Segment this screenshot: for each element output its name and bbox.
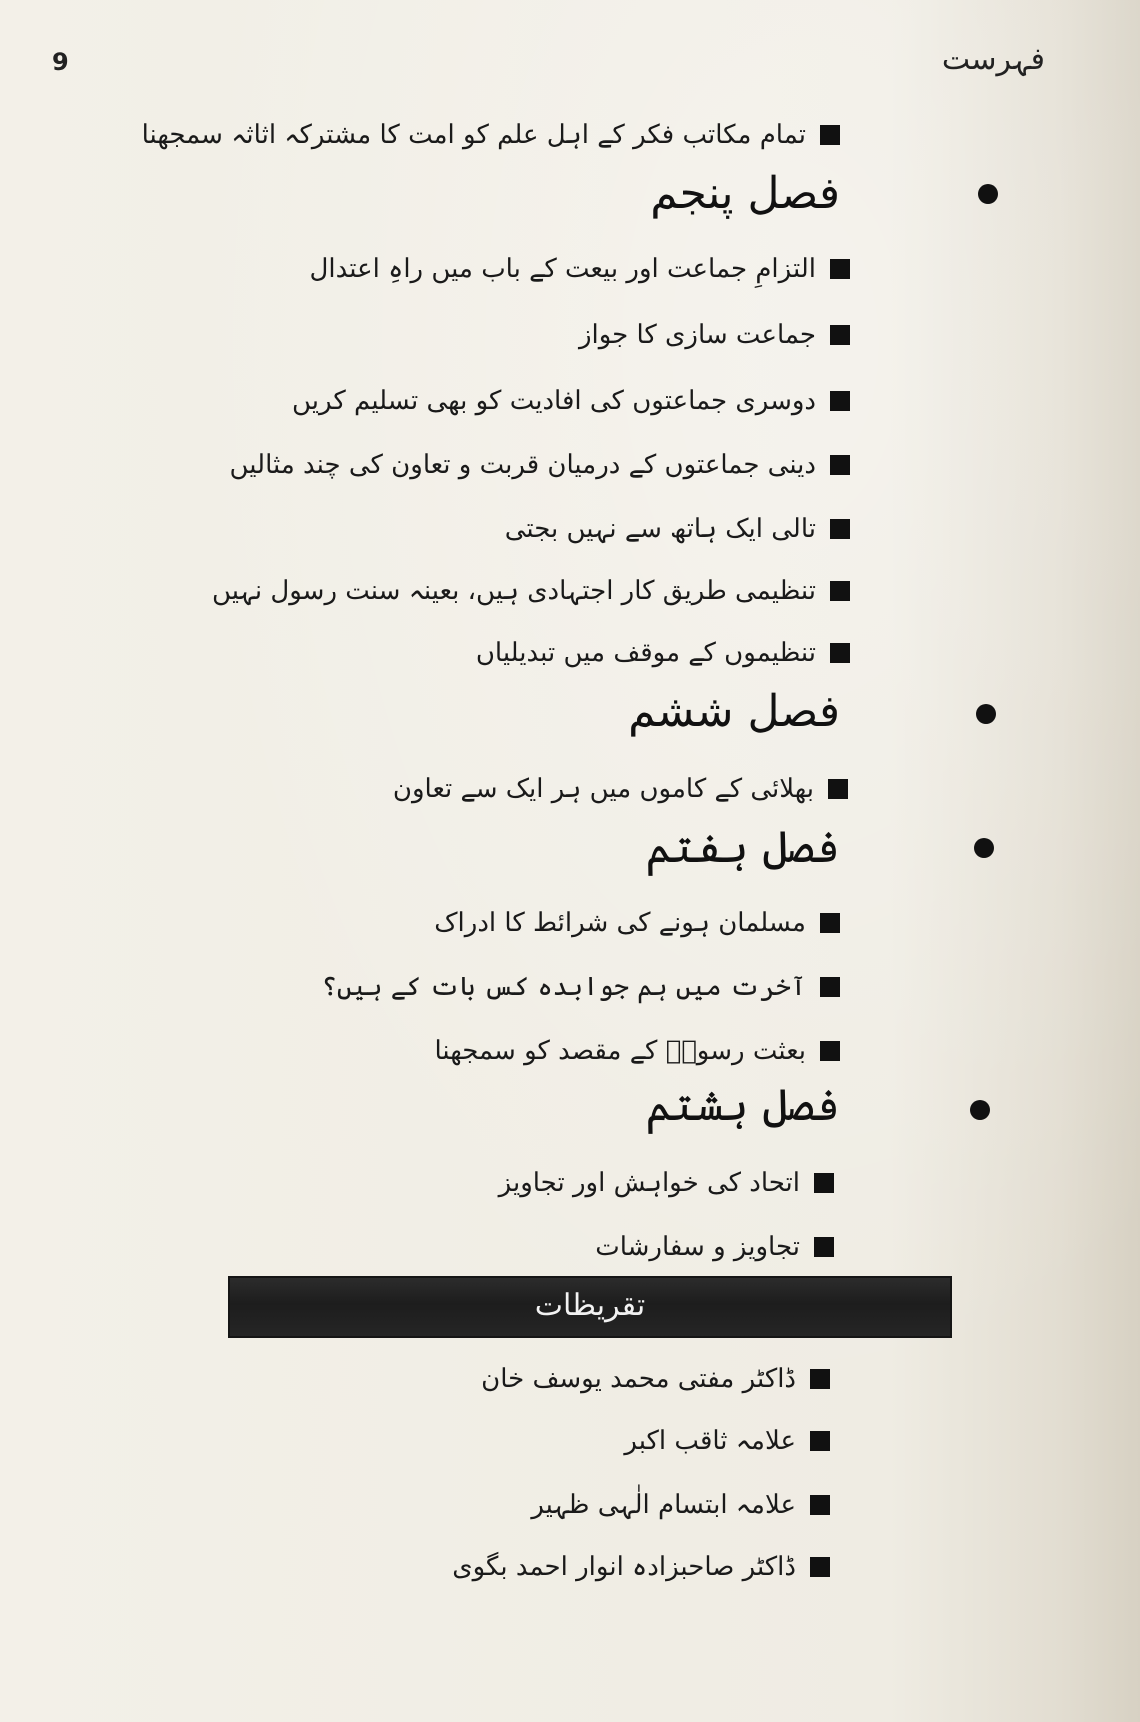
toc-item [481, 1362, 830, 1396]
square-bullet-icon [830, 391, 850, 411]
square-bullet-icon [810, 1431, 830, 1451]
toc-item-text: بعثت رسولؐ کے مقصد کو سمجھنا [434, 1036, 806, 1066]
chapter-8-title: فصل ہشتم [645, 1080, 840, 1131]
section-banner [228, 1276, 952, 1338]
toc-item-text: علامہ ثاقب اکبر [624, 1426, 796, 1456]
square-bullet-icon [830, 259, 850, 279]
chapter-bullet-icon [976, 704, 996, 724]
chapter-7-title: فصل ہفتم [645, 822, 840, 873]
chapter-bullet-icon [970, 1100, 990, 1120]
toc-item [595, 1230, 834, 1264]
square-bullet-icon [820, 913, 840, 933]
toc-item [505, 512, 850, 546]
toc-item [624, 1424, 830, 1458]
square-bullet-icon [814, 1237, 834, 1257]
toc-item-text: تنظیمی طریق کار اجتہادی ہیں، بعینہ سنت رسول نہیں [211, 576, 816, 606]
toc-item [142, 118, 840, 152]
toc-item-text: تنظیموں کے موقف میں تبدیلیاں [475, 638, 816, 668]
toc-item-text: تمام مکاتب فکر کے اہل علم کو امت کا مشترکہ اثاثہ سمجھنا [141, 120, 806, 150]
toc-item [322, 970, 840, 1004]
chapter-5-title: فصل پنجم [650, 168, 840, 219]
toc-item-text: آخرت میں ہم جوابدہ کس بات کے ہیں؟ [321, 972, 806, 1002]
toc-item-text: ڈاکٹر مفتی محمد یوسف خان [481, 1364, 796, 1394]
toc-item [212, 574, 850, 608]
toc-item-text: دینی جماعتوں کے درمیان قربت و تعاون کی چند مثالیں [229, 450, 816, 480]
toc-item [434, 906, 840, 940]
toc-item-text: تجاویز و سفارشات [595, 1232, 800, 1262]
toc-item [230, 448, 850, 482]
chapter-6-title: فصل ششم [628, 686, 840, 737]
chapter-bullet-icon [974, 838, 994, 858]
toc-item [309, 252, 850, 286]
square-bullet-icon [830, 643, 850, 663]
toc-item-text: بھلائی کے کاموں میں ہر ایک سے تعاون [392, 774, 814, 804]
square-bullet-icon [814, 1173, 834, 1193]
toc-item [476, 636, 850, 670]
toc-item [292, 384, 850, 418]
square-bullet-icon [820, 125, 840, 145]
toc-item-text: مسلمان ہونے کی شرائط کا ادراک [434, 908, 806, 938]
square-bullet-icon [830, 519, 850, 539]
running-head: فہرست [941, 42, 1045, 77]
toc-item-text: التزامِ جماعت اور بیعت کے باب میں راہِ اعتدال [309, 254, 816, 284]
square-bullet-icon [828, 779, 848, 799]
square-bullet-icon [830, 455, 850, 475]
square-bullet-icon [830, 325, 850, 345]
toc-item [452, 1550, 830, 1584]
toc-item-text: اتحاد کی خواہش اور تجاویز [498, 1168, 800, 1198]
toc-item-text: تالی ایک ہاتھ سے نہیں بجتی [504, 514, 816, 544]
square-bullet-icon [820, 977, 840, 997]
square-bullet-icon [810, 1557, 830, 1577]
banner-title: تقریظات [534, 1288, 646, 1323]
square-bullet-icon [810, 1495, 830, 1515]
toc-item [499, 1166, 834, 1200]
square-bullet-icon [810, 1369, 830, 1389]
toc-item [531, 1488, 830, 1522]
square-bullet-icon [830, 581, 850, 601]
toc-item-text: ڈاکٹر صاحبزادہ انوار احمد بگوی [452, 1552, 796, 1582]
toc-item [434, 1034, 840, 1068]
square-bullet-icon [820, 1041, 840, 1061]
toc-item [579, 318, 850, 352]
toc-item-text: علامہ ابتسام الٰہی ظہیر [531, 1490, 796, 1520]
toc-item [393, 772, 848, 806]
page-number: 9 [52, 48, 69, 76]
chapter-bullet-icon [978, 184, 998, 204]
toc-item-text: دوسری جماعتوں کی افادیت کو بھی تسلیم کریں [292, 386, 816, 416]
toc-item-text: جماعت سازی کا جواز [578, 320, 816, 350]
